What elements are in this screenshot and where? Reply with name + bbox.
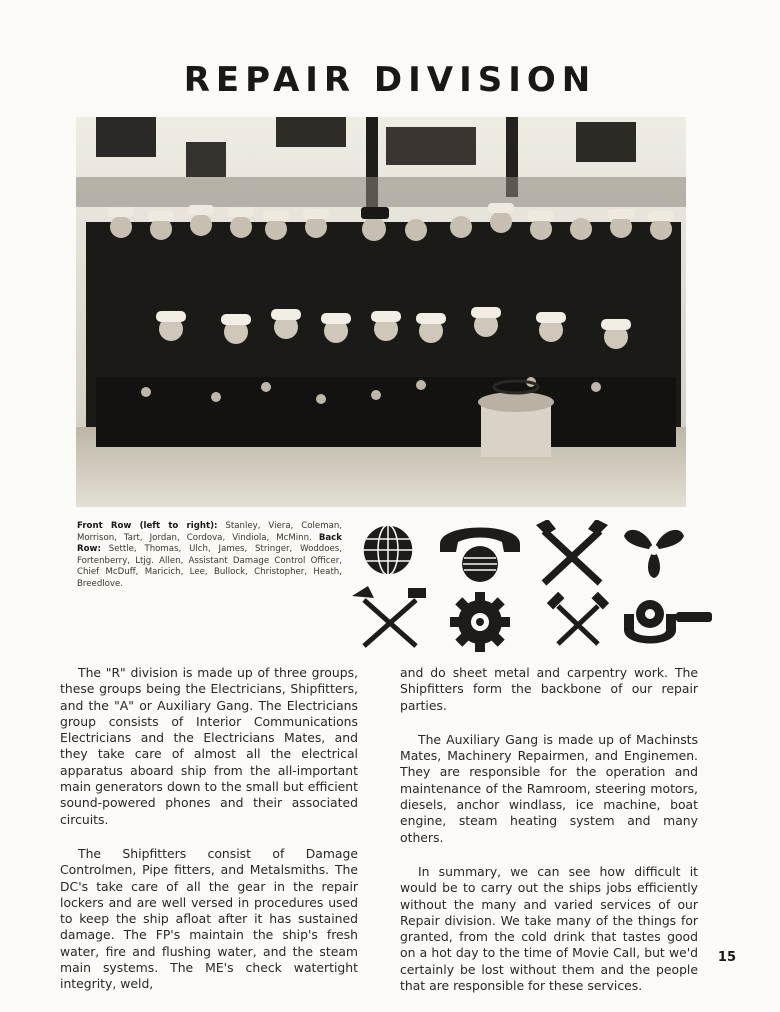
telephone-icon	[440, 528, 520, 583]
crossed-hammers-icon	[547, 592, 609, 644]
paragraph-shipfitters-continued: and do sheet metal and carpentry work. The Shipfitters form the backbone of our repair parties.	[400, 665, 698, 713]
photo-caption	[77, 521, 342, 591]
article-right-column	[400, 665, 698, 1012]
crossed-wrenches-icon	[536, 520, 608, 583]
crew-photo-image	[76, 117, 686, 507]
rating-emblems	[350, 520, 730, 655]
front-row-names: Stanley, Viera, Coleman, Morrison, Tart, Jordan, Cordova, Vindiola, McMinn.	[77, 521, 343, 543]
page-title: REPAIR DIVISION	[183, 60, 597, 100]
crossed-axe-maul-icon	[352, 586, 426, 646]
back-row-names: Settle, Thomas, Ulch, James, Stringer, Woddoes, Fortenberry, Ltjg. Allen, Assistant Damage Control Officer, Chief McDuff, Maricich, Lee, Bullock, Christopher, Heath, Breedlove.	[77, 544, 342, 589]
globe-icon	[363, 525, 413, 575]
back-row-label: Back Row:	[77, 532, 342, 555]
gear-magnet-icon	[624, 600, 712, 644]
paragraph-summary: In summary, we can see how difficult it would be to carry out the ships jobs efficiently without the many and varied services of our Repair division. We take many of the things for granted, from the cold drink that tastes good on a hot day to the time of Movie Call, but we'd certainly be lost without them and the people that are responsible for these services.	[400, 863, 698, 994]
page-number: 15	[717, 950, 736, 965]
propeller-icon	[624, 530, 684, 578]
article-left-column	[60, 665, 358, 1011]
crew-photo	[76, 117, 686, 507]
gear-icon	[450, 592, 510, 652]
paragraph-shipfitters: The Shipfitters consist of Damage Controlmen, Pipe fitters, and Metalsmiths. The DC's take care of all the gear in the repair lockers and are well versed in procedures used to keep the ship afloat after it has sustained damage. The FP's maintain the ship's fresh water, fire and flushing water, and the steam main systems. The ME's check watertight integrity, weld,	[60, 845, 358, 992]
paragraph-auxiliary-gang: The Auxiliary Gang is made up of Machinsts Mates, Machinery Repairmen, and Enginemen. They are responsible for the operation and maintenance of the Ramroom, steering motors, diesels, anchor windlass, ice machine, boat engine, steam heating system and many others.	[400, 731, 698, 845]
paragraph-division-groups: The "R" division is made up of three groups, these groups being the Electricians, Shipfitters, and the "A" or Auxiliary Gang. The Electricians group consists of Interior Communications Electricians and the Electricians Mates, and they take care of almost all the electrical apparatus aboard ship from the all-important main generators down to the small but efficient sound-powered phones and their associated circuits.	[60, 665, 358, 827]
front-row-label: Front Row (left to right):	[77, 521, 218, 531]
